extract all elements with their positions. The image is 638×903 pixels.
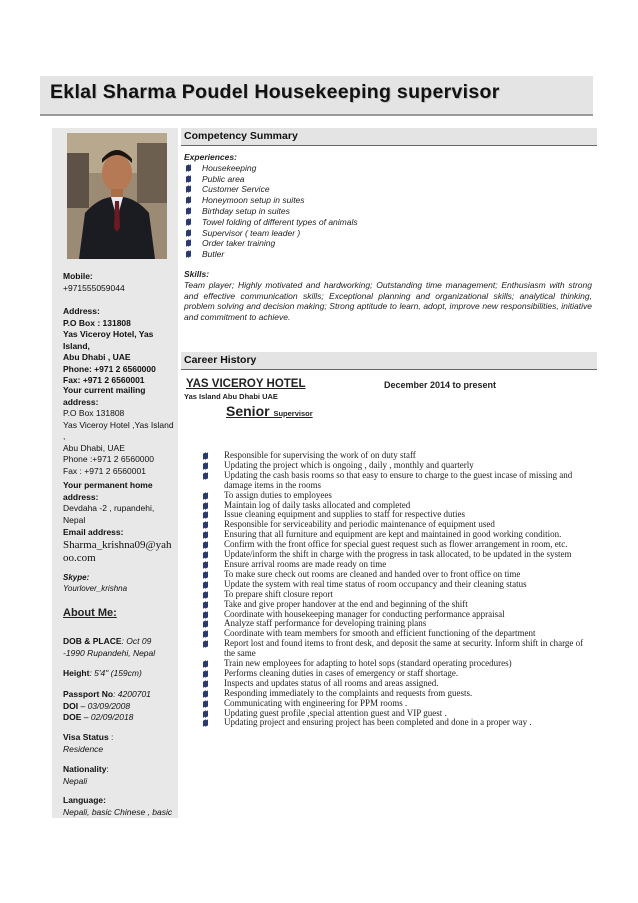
skills-label: Skills: <box>184 269 210 279</box>
permanent-label: Your permanent home address: <box>63 480 153 502</box>
list-item: Responsible for serviceability and periodic maintenance of equipment used <box>201 520 593 530</box>
dob-label: DOB & PLACE <box>63 636 122 646</box>
list-item: Issue cleaning equipment and supplies to staff for respective duties <box>201 510 593 520</box>
address-label: Address: <box>63 306 100 316</box>
position-sub: Supervisor <box>273 409 313 418</box>
list-item: Confirm with the front office for special guest request such as flower arrangement in room, etc. <box>201 540 593 550</box>
list-item: Performs cleaning duties in cases of emergency or staff shortage. <box>201 669 593 679</box>
list-item: Customer Service <box>184 184 594 195</box>
employment-dates: December 2014 to present <box>384 380 497 390</box>
passport-label: Passport No <box>63 689 114 699</box>
skype-block <box>63 572 175 594</box>
permanent-block <box>63 480 175 526</box>
list-item: Train new employees for adapting to hotel sops (standard operating procedures) <box>201 659 593 669</box>
height-value: : 5'4" (159cm) <box>89 668 142 678</box>
address-line: P.O Box : 131808 <box>63 317 131 328</box>
dob-value: : Oct 09 -1990 Rupandehi, Nepal <box>63 636 156 658</box>
list-item: Updating the project which is ongoing , daily , monthly and quarterly <box>201 461 593 471</box>
list-item: Update the system with real time status of room occupancy and their cleaning status <box>201 580 593 590</box>
mailing-line: Fax : +971 2 6560001 <box>63 465 146 476</box>
permanent-value: Devdaha -2 , rupandehi, Nepal <box>63 503 155 525</box>
list-item: Order taker training <box>184 238 594 249</box>
list-item: Communicating with engineering for PPM rooms . <box>201 699 593 709</box>
list-item: To make sure check out rooms are cleaned and handed over to front office on time <box>201 570 593 580</box>
list-item: Public area <box>184 174 594 185</box>
list-item: Honeymoon setup in suites <box>184 195 594 206</box>
doi-label: DOI <box>63 700 79 711</box>
mailing-label: Your current mailing address: <box>63 385 146 407</box>
list-item: Butler <box>184 249 594 260</box>
nationality-block <box>63 764 175 787</box>
doe-label: DOE <box>63 712 82 722</box>
address-line: Yas Viceroy Hotel, Yas Island, <box>63 329 154 351</box>
list-item: Supervisor ( team leader ) <box>184 228 594 239</box>
list-item: Analyze staff performance for developing training plans <box>201 619 593 629</box>
position-main: Senior <box>226 403 274 419</box>
list-item: Take and give proper handover at the end and beginning of the shift <box>201 600 593 610</box>
address-line: Phone: +971 2 6560000 <box>63 363 156 374</box>
email-value: Sharma_krishna09@yahoo.com <box>63 538 172 564</box>
list-item: Coordinate with housekeeping manager for conducting performance appraisal <box>201 610 593 620</box>
mobile-value: +971555059044 <box>63 282 125 293</box>
address-line: Fax: +971 2 6560001 <box>63 375 145 385</box>
list-item: Updating guest profile ,special attention guest and VIP guest . <box>201 709 593 719</box>
email-block <box>63 527 175 565</box>
list-item: Update/inform the shift in charge with the progress in task allocated, to be updated in the system <box>201 550 593 560</box>
about-me-heading: About Me: <box>63 607 117 619</box>
mailing-line: Yas Viceroy Hotel ,Yas Island , <box>63 419 174 441</box>
duties-block <box>201 451 593 728</box>
language-label: Language: <box>63 795 106 805</box>
resume-title-bar <box>40 76 593 116</box>
visa-label: Visa Status <box>63 732 109 742</box>
experiences-block <box>184 152 594 260</box>
duties-list <box>201 451 593 728</box>
list-item: To assign duties to employees <box>201 491 593 501</box>
address-block <box>63 306 175 387</box>
mailing-line: P.O Box 131808 <box>63 408 125 418</box>
list-item: Maintain log of daily tasks allocated and completed <box>201 501 593 511</box>
list-item: Housekeeping <box>184 163 594 174</box>
language-block <box>63 795 181 818</box>
email-label: Email address: <box>63 527 124 537</box>
list-item: Coordinate with team members for smooth and efficient functioning of the department <box>201 629 593 639</box>
experiences-label: Experiences: <box>184 152 237 162</box>
resume-title: Eklal Sharma Poudel Housekeeping supervisor <box>50 81 500 103</box>
height-block <box>63 668 175 680</box>
list-item: To prepare shift closure report <box>201 590 593 600</box>
list-item: Report lost and found items to front desk, and deposit the same at security. Inform shift in charge of the same <box>201 639 593 659</box>
skype-label: Skype: <box>63 573 90 582</box>
profile-photo <box>67 133 167 259</box>
list-item: Ensuring that all furniture and equipment are kept and maintained in good working condition. <box>201 530 593 540</box>
list-item: Ensure arrival rooms are made ready on time <box>201 560 593 570</box>
visa-block <box>63 732 175 755</box>
contact-block <box>63 271 175 294</box>
mailing-line: Phone :+971 2 6560000 <box>63 454 154 464</box>
language-value: Nepali, basic Chinese , basic <box>63 806 173 817</box>
skills-text: Team player; Highly motivated and hardworking; Outstanding time management; Enthusiasm with strong and effective communication skills; Exceptional planning and organizational skills; analytical thinking, problem solving and decision making; Strong aptitude to learn, adopt, improve new responsibilities, initiative and commitment to achieve. <box>184 279 592 323</box>
list-item: Updating project and ensuring project has been completed and done in a proper way . <box>201 718 593 728</box>
nationality-colon: : <box>106 764 109 774</box>
mobile-label: Mobile: <box>63 271 93 281</box>
career-heading-bar <box>181 352 597 370</box>
list-item: Inspects and updates status of all rooms and areas assigned. <box>201 679 593 689</box>
profile-photo-image <box>67 133 167 259</box>
job-position <box>226 403 313 419</box>
visa-value: Residence <box>63 743 104 754</box>
list-item: Responding immediately to the complaints and requests from guests. <box>201 689 593 699</box>
nationality-label: Nationality <box>63 764 107 774</box>
employer-name: YAS VICEROY HOTEL <box>186 378 306 390</box>
address-line: Abu Dhabi , UAE <box>63 352 131 362</box>
passport-value: : 4200701 <box>113 689 151 699</box>
competency-heading: Competency Summary <box>184 130 298 142</box>
passport-block <box>63 689 175 724</box>
career-heading: Career History <box>184 354 257 366</box>
list-item: Responsible for supervising the work of on duty staff <box>201 451 593 461</box>
doe-value: – 02/09/2018 <box>81 712 134 722</box>
mailing-line: Abu Dhabi, UAE <box>63 442 125 453</box>
list-item: Towel folding of different types of animals <box>184 217 594 228</box>
competency-heading-bar <box>181 128 597 146</box>
mailing-block <box>63 385 175 477</box>
nationality-value: Nepali <box>63 775 88 786</box>
dob-block <box>63 636 175 659</box>
employer-location: Yas Island Abu Dhabi UAE <box>184 392 278 401</box>
experiences-list <box>184 163 594 260</box>
skype-value: Yourlover_krishna <box>63 584 128 593</box>
list-item: Birthday setup in suites <box>184 206 594 217</box>
skills-block <box>184 269 592 323</box>
list-item: Updating the cash basis rooms so that easy to ensure to charge to the guest incase of missing and damage items in the rooms <box>201 471 593 491</box>
visa-colon: : <box>108 732 114 742</box>
doi-value: – 03/09/2008 <box>78 700 131 711</box>
height-label: Height <box>63 668 90 678</box>
